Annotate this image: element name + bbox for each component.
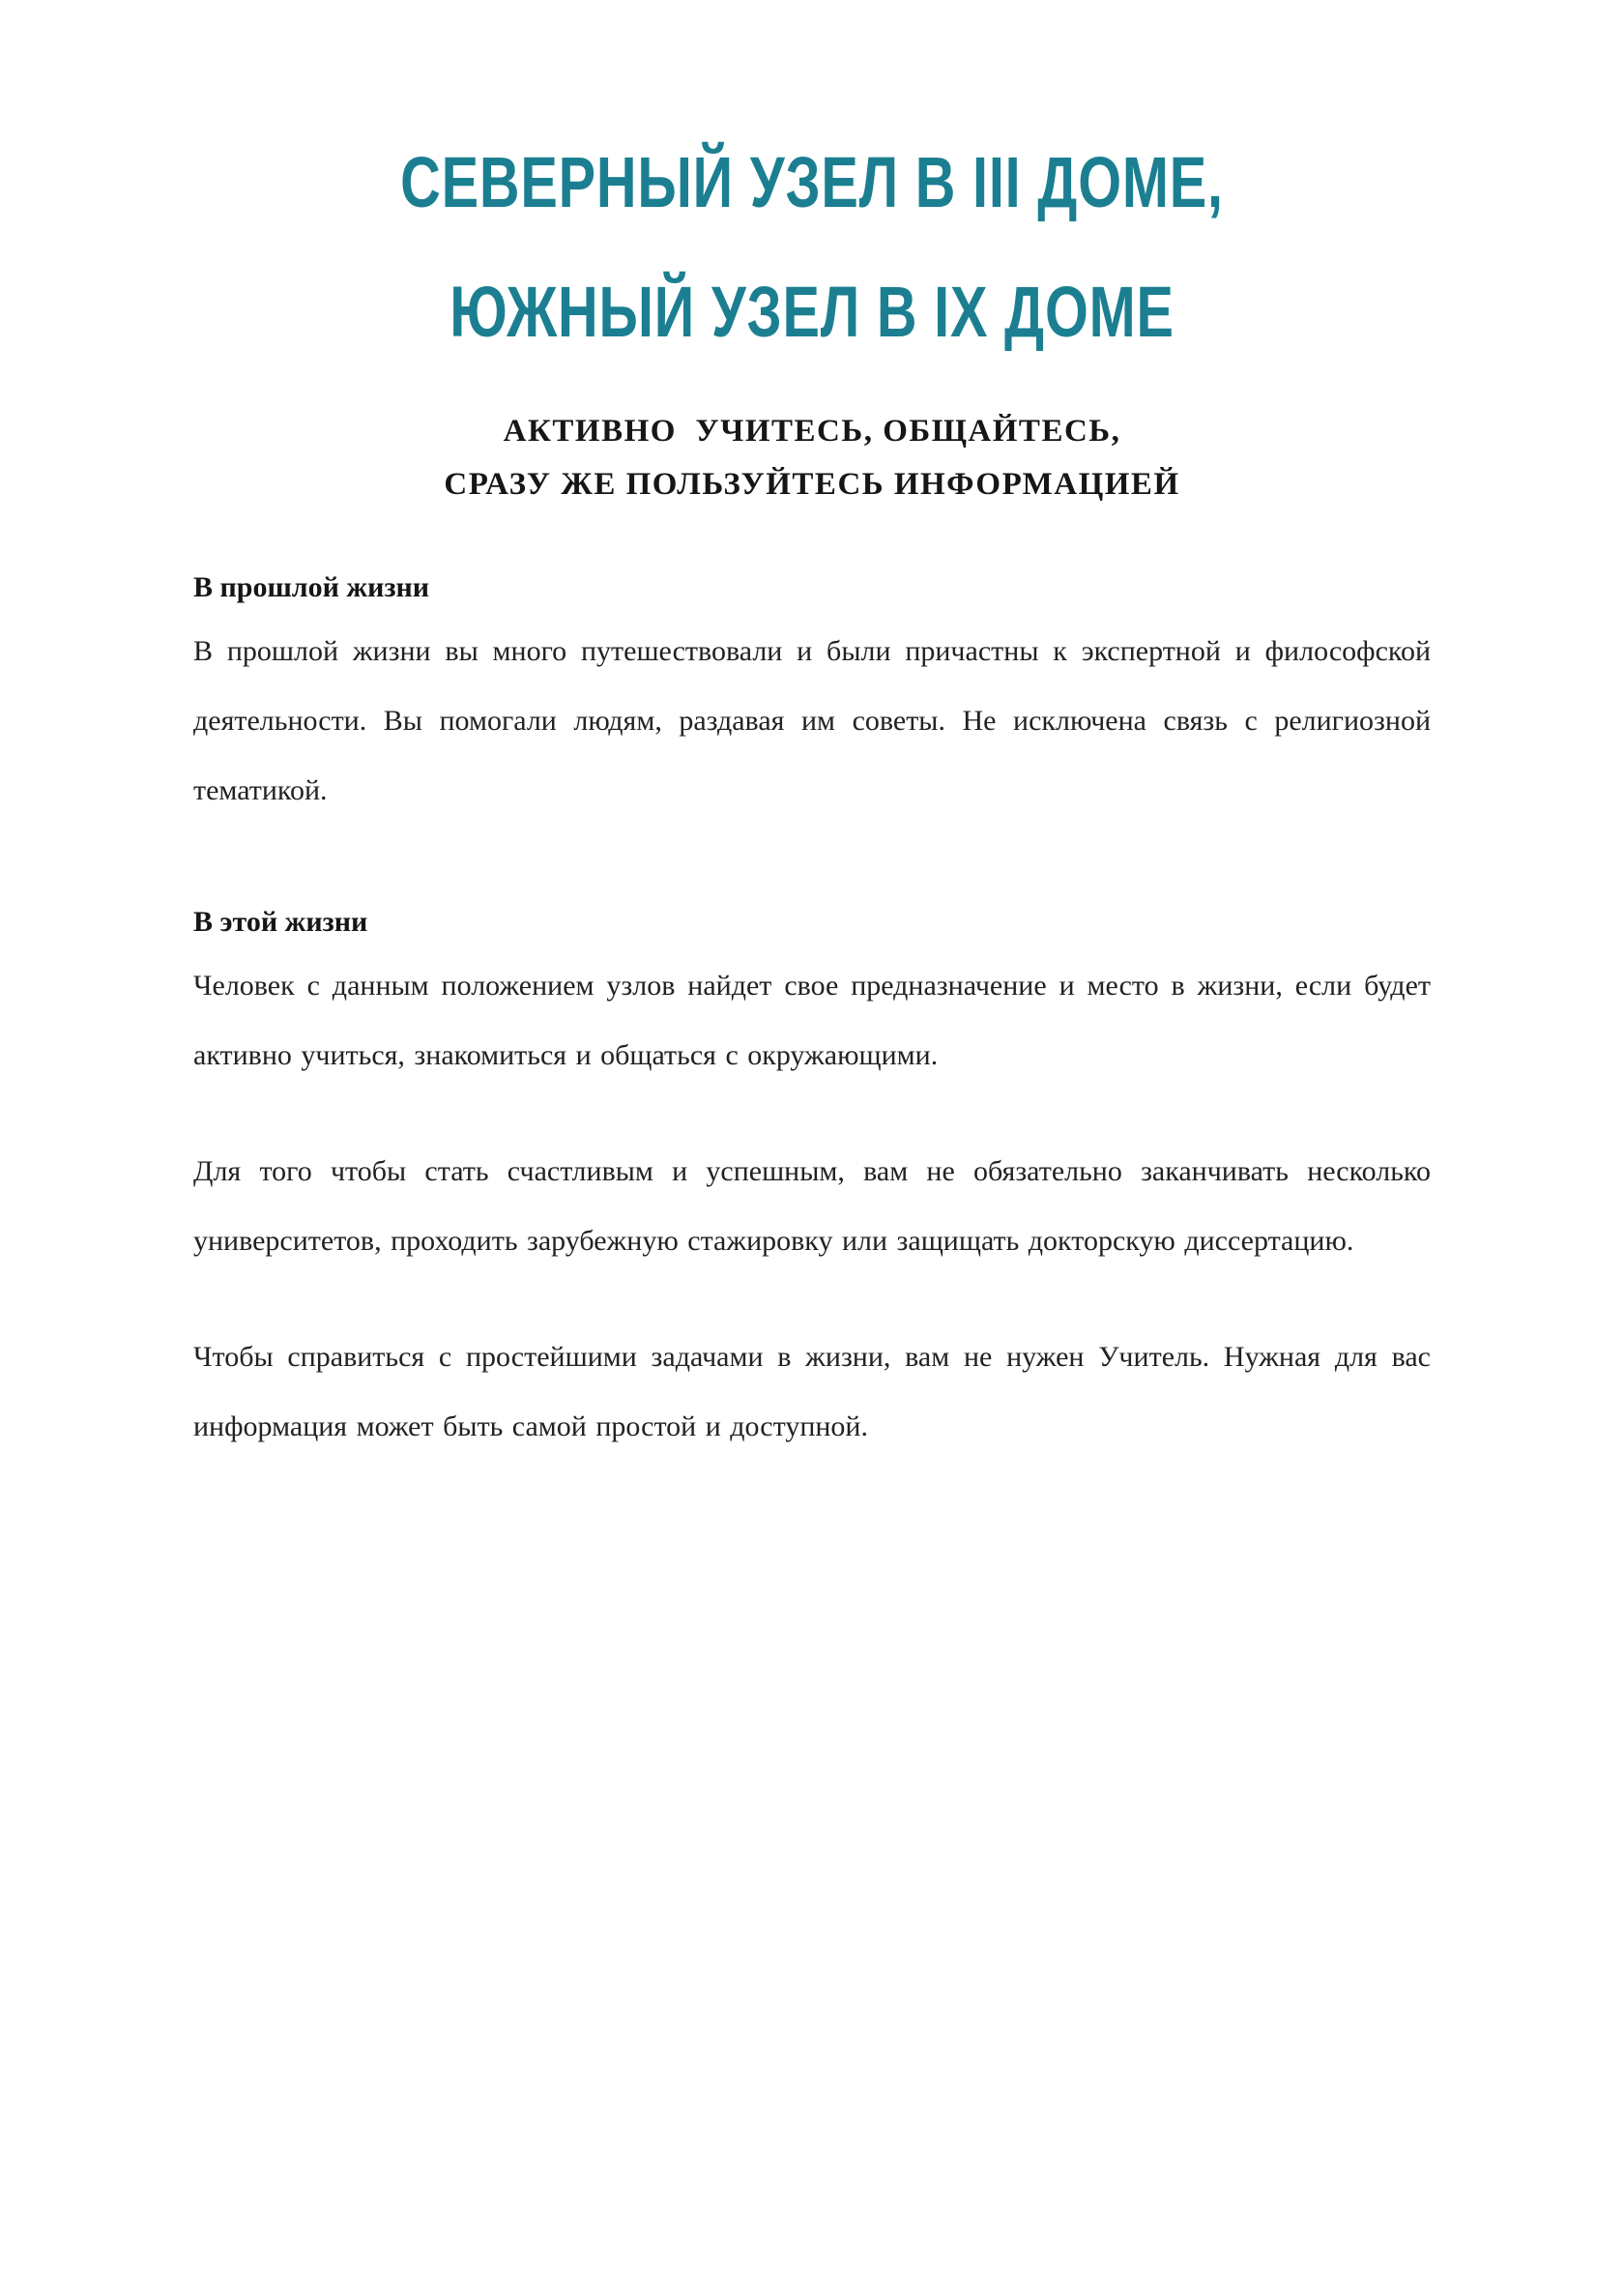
page-subtitle-line-2: СРАЗУ ЖЕ ПОЛЬЗУЙТЕСЬ ИНФОРМАЦИЕЙ: [444, 466, 1180, 502]
page-title-line-1: СЕВЕРНЫЙ УЗЕЛ В III ДОМЕ,: [400, 142, 1224, 222]
section-past-life: [193, 559, 1431, 826]
paragraph-this-life-3: Чтобы справиться с простейшими задачами в жизни, вам не нужен Учитель. Нужная для вас информация может быть самой простой и доступной.: [193, 1341, 1431, 1443]
paragraph-this-life-1: Человек с данным положением узлов найдет свое предназначение и место в жизни, если будет активно учиться, знакомиться и общаться с окружающими.: [193, 970, 1431, 1072]
page-title: [193, 142, 1431, 352]
section-heading-past-life: В прошлой жизни: [193, 571, 430, 604]
page-title-line-2: ЮЖНЫЙ УЗЕЛ В IX ДОМЕ: [450, 271, 1174, 352]
document-body: [193, 559, 1431, 1462]
section-this-life: [193, 893, 1431, 1462]
paragraph-this-life-2: Для того чтобы стать счастливым и успешным, вам не обязательно заканчивать несколько университетов, проходить зарубежную стажировку или защищать докторскую диссертацию.: [193, 1155, 1431, 1258]
paragraph-past-life-1: В прошлой жизни вы много путешествовали и были причастны к экспертной и философской деятельности. Вы помогали людям, раздавая им советы. Не исключена связь с религиозной тематикой.: [193, 635, 1431, 807]
page-subtitle: [193, 405, 1431, 510]
section-heading-this-life: В этой жизни: [193, 906, 368, 939]
page-subtitle-line-1: АКТИВНО УЧИТЕСЬ, ОБЩАЙТЕСЬ,: [503, 414, 1121, 450]
